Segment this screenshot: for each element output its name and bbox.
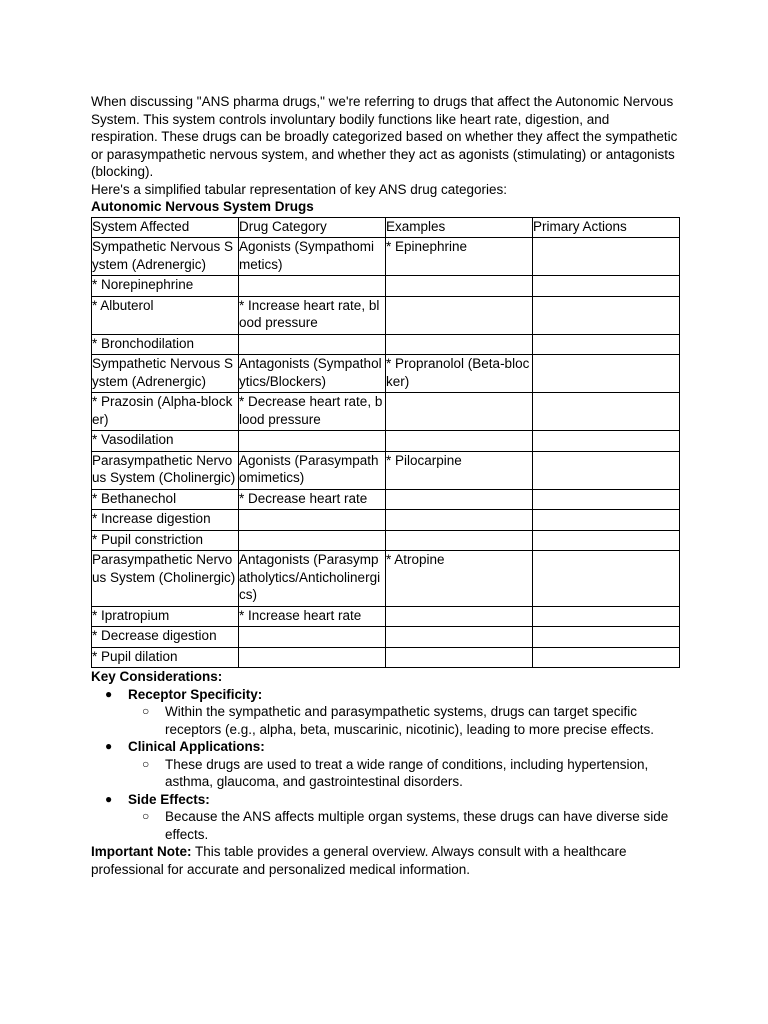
consideration-label: Receptor Specificity: <box>128 686 263 702</box>
table-cell <box>239 530 386 551</box>
table-row <box>92 393 680 431</box>
table-cell: * Increase heart rate, blood pressure <box>239 296 386 334</box>
table-cell <box>533 530 680 551</box>
table-cell: * Decrease digestion <box>92 627 239 648</box>
header-cell: Examples <box>386 217 533 238</box>
important-note <box>91 843 679 878</box>
table-row <box>92 334 680 355</box>
table-cell: * Pupil dilation <box>92 647 239 668</box>
bullet-icon: ● <box>105 739 113 753</box>
table-cell <box>533 431 680 452</box>
table-cell <box>533 355 680 393</box>
key-considerations-list <box>91 686 679 844</box>
table-cell <box>386 276 533 297</box>
table-cell: * Norepinephrine <box>92 276 239 297</box>
consideration-detail-item <box>128 703 679 738</box>
table-row <box>92 606 680 627</box>
table-cell <box>239 510 386 531</box>
table-row <box>92 530 680 551</box>
table-cell: Sympathetic Nervous System (Adrenergic) <box>92 355 239 393</box>
table-cell <box>386 431 533 452</box>
table-cell <box>533 551 680 607</box>
table-cell: * Vasodilation <box>92 431 239 452</box>
bullet-icon: ● <box>105 791 113 806</box>
table-row <box>92 551 680 607</box>
table-row <box>92 647 680 668</box>
table-cell: * Pupil constriction <box>92 530 239 551</box>
table-cell <box>386 334 533 355</box>
table-cell <box>533 647 680 668</box>
table-row <box>92 510 680 531</box>
consideration-item <box>91 791 679 844</box>
table-cell: * Increase heart rate <box>239 606 386 627</box>
ans-drug-table <box>91 217 680 669</box>
document-page <box>91 93 679 878</box>
table-cell: Agonists (Parasympathomimetics) <box>239 451 386 489</box>
table-cell: * Atropine <box>386 551 533 607</box>
key-considerations-title: Key Considerations: <box>91 669 223 684</box>
important-note-text: This table provides a general overview. Always consult with a healthcare professional for accurate and personalized medical information. <box>91 844 627 877</box>
consideration-item <box>91 738 679 791</box>
table-cell: * Bethanechol <box>92 489 239 510</box>
table-cell <box>533 393 680 431</box>
table-cell: * Pilocarpine <box>386 451 533 489</box>
consideration-detail-item <box>128 808 679 843</box>
table-cell <box>386 510 533 531</box>
consideration-sublist <box>128 756 679 791</box>
table-cell <box>386 393 533 431</box>
table-cell: * Increase digestion <box>92 510 239 531</box>
bullet-icon: ● <box>105 686 113 701</box>
table-cell <box>533 489 680 510</box>
table-cell <box>533 451 680 489</box>
table-title: Autonomic Nervous System Drugs <box>91 199 314 214</box>
table-row <box>92 431 680 452</box>
circle-bullet-icon: ○ <box>142 756 150 771</box>
table-cell <box>239 627 386 648</box>
circle-bullet-icon: ○ <box>142 704 150 718</box>
table-cell: Agonists (Sympathomimetics) <box>239 238 386 276</box>
table-cell: * Prazosin (Alpha-blocker) <box>92 393 239 431</box>
table-cell: * Albuterol <box>92 296 239 334</box>
table-row <box>92 238 680 276</box>
consideration-sublist <box>128 808 679 843</box>
table-cell <box>533 238 680 276</box>
table-cell: * Decrease heart rate <box>239 489 386 510</box>
table-cell <box>239 276 386 297</box>
header-cell: Primary Actions <box>533 217 680 238</box>
table-cell <box>386 606 533 627</box>
table-cell <box>386 647 533 668</box>
table-row <box>92 355 680 393</box>
table-cell <box>239 431 386 452</box>
consideration-label: Clinical Applications: <box>128 739 265 754</box>
table-row <box>92 451 680 489</box>
table-body <box>92 238 680 668</box>
table-cell: * Bronchodilation <box>92 334 239 355</box>
table-cell: * Ipratropium <box>92 606 239 627</box>
table-cell <box>533 296 680 334</box>
consideration-detail: Because the ANS affects multiple organ systems, these drugs can have diverse side effects. <box>165 809 669 842</box>
table-row <box>92 627 680 648</box>
table-cell <box>386 296 533 334</box>
table-cell <box>533 606 680 627</box>
table-row <box>92 276 680 297</box>
important-note-label: Important Note: <box>91 844 192 859</box>
table-cell: Sympathetic Nervous System (Adrenergic) <box>92 238 239 276</box>
circle-bullet-icon: ○ <box>142 809 150 823</box>
table-cell <box>239 647 386 668</box>
intro-paragraph: When discussing "ANS pharma drugs," we're referring to drugs that affect the Autonomic Nervous System. This system controls involuntary bodily functions like heart rate, digestion, and respiration. These drugs can be broadly categorized based on whether they affect the sympathetic or parasympathetic nervous system, and whether they act as agonists (stimulating) or antagonists (blocking). <box>91 94 678 179</box>
table-header-row <box>92 217 680 238</box>
table-cell: * Epinephrine <box>386 238 533 276</box>
table-cell: Parasympathetic Nervous System (Cholinergic) <box>92 451 239 489</box>
consideration-label: Side Effects: <box>128 791 210 807</box>
table-row <box>92 489 680 510</box>
table-cell <box>386 627 533 648</box>
table-cell: * Decrease heart rate, blood pressure <box>239 393 386 431</box>
consideration-item <box>91 686 679 739</box>
table-cell <box>386 530 533 551</box>
table-cell <box>239 334 386 355</box>
consideration-detail: Within the sympathetic and parasympathetic systems, drugs can target specific receptors (e.g., alpha, beta, muscarinic, nicotinic), leading to more precise effects. <box>165 704 654 737</box>
table-cell: Antagonists (Parasympatholytics/Anticholinergics) <box>239 551 386 607</box>
consideration-detail: These drugs are used to treat a wide range of conditions, including hypertension, asthma, glaucoma, and gastrointestinal disorders. <box>165 756 649 789</box>
intro-lead-in: Here's a simplified tabular representation of key ANS drug categories: <box>91 181 508 197</box>
table-row <box>92 296 680 334</box>
table-cell <box>533 627 680 648</box>
table-cell: Parasympathetic Nervous System (Cholinergic) <box>92 551 239 607</box>
table-cell <box>533 276 680 297</box>
header-cell: Drug Category <box>239 217 386 238</box>
table-cell: * Propranolol (Beta-blocker) <box>386 355 533 393</box>
table-cell <box>533 334 680 355</box>
consideration-sublist <box>128 703 679 738</box>
consideration-detail-item <box>128 756 679 791</box>
header-cell: System Affected <box>92 217 239 238</box>
table-cell <box>386 489 533 510</box>
table-cell: Antagonists (Sympatholytics/Blockers) <box>239 355 386 393</box>
table-cell <box>533 510 680 531</box>
